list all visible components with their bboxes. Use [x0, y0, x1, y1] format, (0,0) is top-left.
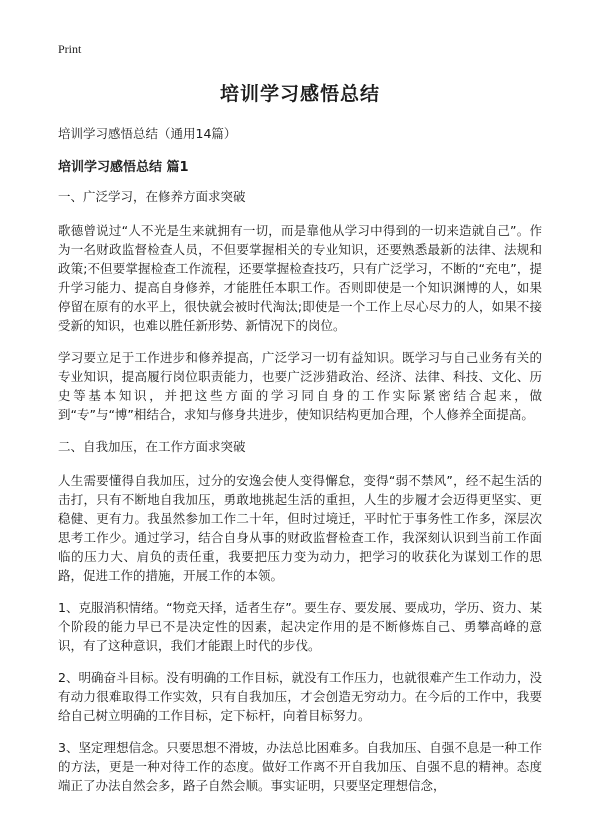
paragraph-5: 2、明确奋斗目标。没有明确的工作目标，就没有工作压力，也就很难产生工作动力，没有动力很难取得工作实效，只有自我加压，才会创造无穷动力。在今后的工作中，我要给自己树立明确的工作目标，定下标杆，向着目标努力。: [58, 670, 542, 723]
point-heading-1: 一、广泛学习，在修养方面求突破: [58, 189, 246, 204]
paragraph-1: 歌德曾说过“人不光是生来就拥有一切，而是靠他从学习中得到的一切来造就自己”。作为一名财政监督检查人员，不但要掌握相关的专业知识，还要熟悉最新的法律、法规和政策;不但要掌握检查工作流程，还要掌握检查技巧，只有广泛学习，不断的“充电”，提升学习能力、提高自身修养，才能胜任本职工作。否则即使是一个知识渊博的人，如果停留在原有的水平上，很快就会被时代淘汰;即使是一个工作上尽心尽力的人，如果不接受新的知识，也难以胜任新形势、新情况下的岗位。: [58, 223, 542, 333]
point-heading-2: 二、自我加压，在工作方面求突破: [58, 439, 246, 454]
document-title: 培训学习感悟总结: [219, 83, 380, 105]
paragraph-3: 人生需要懂得自我加压，过分的安逸会使人变得懈怠，变得“弱不禁风”，经不起生活的击打，只有不断地自我加压，勇敢地挑起生活的重担，人生的步履才会迈得更坚实、更稳健、更有力。我虽然参加工作二十年，但时过境迁，平时忙于事务性工作多，深层次思考工作少。通过学习，结合自身从事的财政监督检查工作，我深刻认识到当前工作面临的压力大、肩负的责任重，我要把压力变为动力，把学习的收获化为谋划工作的思路，促进工作的措施，开展工作的本领。: [58, 473, 542, 583]
document-subtitle: 培训学习感悟总结（通用14篇）: [58, 126, 237, 141]
paragraph-4: 1、克服消积情绪。“物竞天择，适者生存”。要生存、要发展、要成功，学历、资力、某个阶段的能力早已不是决定性的因素，起决定作用的是不断修炼自己、勇攀高峰的意识，有了这种意识，我们才能跟上时代的步伐。: [58, 600, 542, 653]
paragraph-6: 3、坚定理想信念。只要思想不滑坡，办法总比困难多。自我加压、自强不息是一种工作的方法，更是一种对待工作的态度。做好工作离不开自我加压、自强不息的精神。态度端正了办法自然会多，路子自然会顺。事实证明，只要坚定理想信念，: [58, 740, 542, 793]
section-heading: 培训学习感悟总结 篇1: [58, 160, 189, 175]
paragraph-2: 学习要立足于工作进步和修养提高，广泛学习一切有益知识。既学习与自己业务有关的专业知识，提高履行岗位职责能力，也要广泛涉猎政治、经济、法律、科技、文化、历史等基本知识，并把这些方面的学习同自身的工作实际紧密结合起来，做到“专”与“博”相结合，求知与修身共进步，使知识结构更加合理，个人修养全面提高。: [58, 350, 542, 422]
print-link[interactable]: Print: [58, 42, 82, 56]
